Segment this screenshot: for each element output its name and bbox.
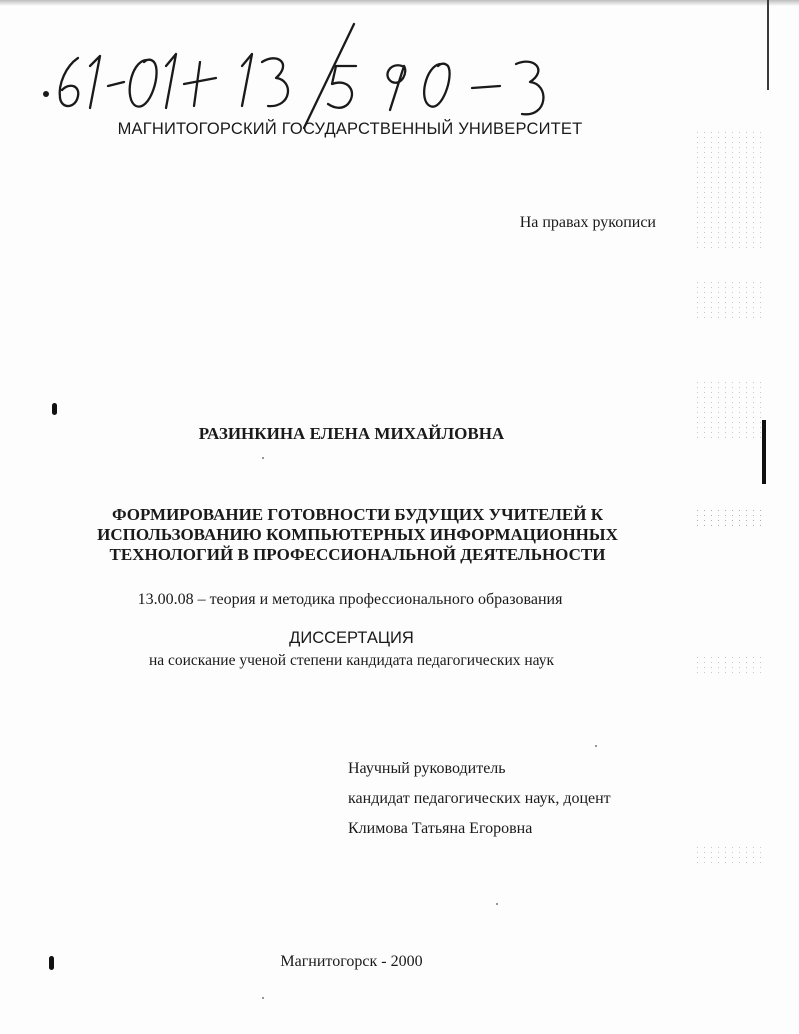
scan-ink-blot [52, 403, 57, 415]
scan-speck [595, 745, 597, 747]
rights-note: На правах рукописи [519, 214, 656, 231]
title-line: ФОРМИРОВАНИЕ ГОТОВНОСТИ БУДУЩИХ УЧИТЕЛЕЙ К [111, 505, 604, 524]
supervisor-name: Климова Татьяна Егоровна [348, 820, 533, 837]
title-line: ИСПОЛЬЗОВАНИЮ КОМПЬЮТЕРНЫХ ИНФОРМАЦИОННЫХ [97, 525, 618, 544]
scan-noise [694, 380, 764, 440]
scan-margin-bar [762, 420, 766, 484]
university-name: МАГНИТОГОРСКИЙ ГОСУДАРСТВЕННЫЙ УНИВЕРСИТЕТ [117, 120, 583, 138]
scan-noise [694, 280, 764, 320]
dissertation-title [0, 505, 715, 565]
scan-noise [694, 655, 764, 675]
scan-right-edge-line [767, 0, 769, 90]
document-type: ДИССЕРТАЦИЯ [289, 629, 414, 647]
supervisor-degree: кандидат педагогических наук, доцент [348, 790, 611, 807]
title-line: ТЕХНОЛОГИЙ В ПРОФЕССИОНАЛЬНОЙ ДЕЯТЕЛЬНОСТИ [109, 545, 606, 564]
handwritten-code-text [38, 22, 46, 23]
author-name: РАЗИНКИНА ЕЛЕНА МИХАЙЛОВНА [198, 424, 505, 443]
scan-speck [262, 997, 264, 999]
degree-line: на соискание ученой степени кандидата педагогических наук [148, 652, 555, 669]
scan-speck [262, 457, 264, 459]
scan-top-edge [0, 0, 799, 6]
handwritten-archive-code [38, 22, 558, 132]
city-year: Магнитогорск - 2000 [280, 953, 423, 970]
scan-speck [496, 903, 498, 905]
scan-noise [694, 130, 764, 250]
supervisor-label: Научный руководитель [348, 760, 506, 777]
scan-noise [694, 845, 764, 865]
specialty-code: 13.00.08 – теория и методика профессионального образования [137, 591, 563, 608]
handwriting-drawing [38, 22, 558, 132]
